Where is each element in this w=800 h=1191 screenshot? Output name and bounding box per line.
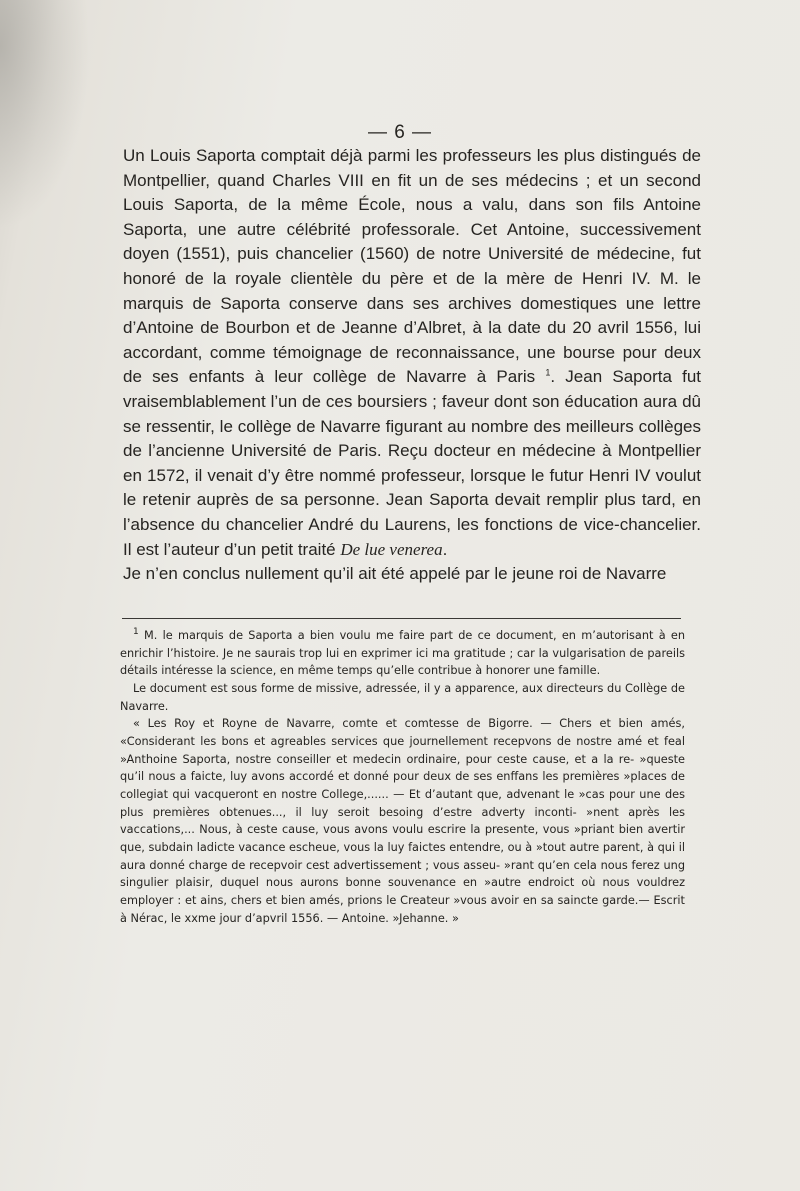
page-number: — 6 —	[367, 122, 433, 143]
footnote-1	[120, 627, 685, 680]
main-paragraph-2: Je n’en conclus nullement qu’il ait été appelé par le jeune roi de Navarre	[123, 564, 667, 584]
paragraph-1-end: .	[442, 539, 448, 559]
main-text	[123, 144, 701, 587]
footnote-1-text: M. le marquis de Saporta a bien voulu me faire part de ce document, en m’autorisant à en enrichir l’histoire. Je ne saurais trop lui en exprimer ici ma gratitude ; car la vulgarisation de pareils détails intéresse la science, en même temps qu’elle contribue à honorer une famille.	[120, 629, 685, 678]
paragraph-1-text: Un Louis Saporta comptait déjà parmi les professeurs les plus distingués de Montpellier, quand Charles VIII en fit un de ses médecins ; et un second Louis Saporta, de la même École, nous a valu, dans son fils Antoine Saporta, une autre célébrité professorale. Cet Antoine, successivement doyen (1551), puis chancelier (1560) de notre Université de médecine, fut honoré de la royale clientèle du père et de la mère de Henri IV. M. le marquis de Saporta conserve dans ses archives domestiques une lettre d’Antoine de Bourbon et de Jeanne d’Albret, à la date du 20 avril 1556, lui accordant, comme témoignage de reconnaissance, une bourse pour deux de ses enfants à leur collège de Navarre à Paris	[123, 146, 701, 387]
footnotes	[120, 627, 685, 927]
footnote-paragraph-2: Le document est sous forme de missive, adressée, il y a apparence, aux directeurs du Collège de Navarre.	[120, 681, 685, 713]
paragraph-1-text-continued: . Jean Saporta fut vraisemblablement l’un de ces boursiers ; faveur dont son éducation aura dû se ressentir, le collège de Navarre figurant au nombre des meilleurs collèges de l’ancienne Université de Paris. Reçu docteur en médecine à Montpellier en 1572, il venait d’y être nommé professeur, lorsque le futur Henri IV voulut le retenir auprès de sa personne. Jean Saporta devait remplir plus tard, en l’absence du chancelier André du Laurens, les fonctions de vice-chancelier. Il est l’auteur d’un petit traité	[123, 367, 702, 559]
footnote-marker: 1	[133, 627, 139, 638]
main-paragraph-1	[123, 144, 701, 562]
work-title: De lue venerea	[340, 539, 443, 559]
page-stain	[0, 0, 90, 230]
footnote-separator	[122, 618, 681, 619]
footnote-letter-quote: « Les Roy et Royne de Navarre, comte et comtesse de Bigorre. — Chers et bien amés, «Considerant les bons et agreables services que journellement recepvons de nostre amé et feal »Anthoine Saporta, nostre conseiller et medecin ordinaire, pour ceste cause, et a la re- »queste qu’il nous a faicte, luy avons accordé et donné pour deux de ses enffans les premières »places de collegiat qui vacqueront en nostre College,...... — Et d’autant que, advenant le »cas pour une des plus premières obtenues..., il luy seroit besoing d’estre adverty inconti- »nent après les vaccations,... Nous, à ceste cause, vous avons voulu escrire la presente, vous »priant bien avertir que, subdain ladicte vacance escheue, vous la luy faictes entendre, ou à »tout autre parent, à qui il aura donné charge de recepvoir cest advertissement ; vous asseu- »rant qu’en cela nous ferez ung singulier plaisir, duquel nous aurons bonne souvenance en »autre endroict où nous vouldrez employer : et ains, chers et bien amés, prions le Createur »vous avoir en sa saincte garde.— Escrit à Nérac, le xxme jour d’apvril 1556. — Antoine. »Jehanne. »	[120, 717, 685, 925]
footnote-reference: 1	[545, 367, 551, 378]
